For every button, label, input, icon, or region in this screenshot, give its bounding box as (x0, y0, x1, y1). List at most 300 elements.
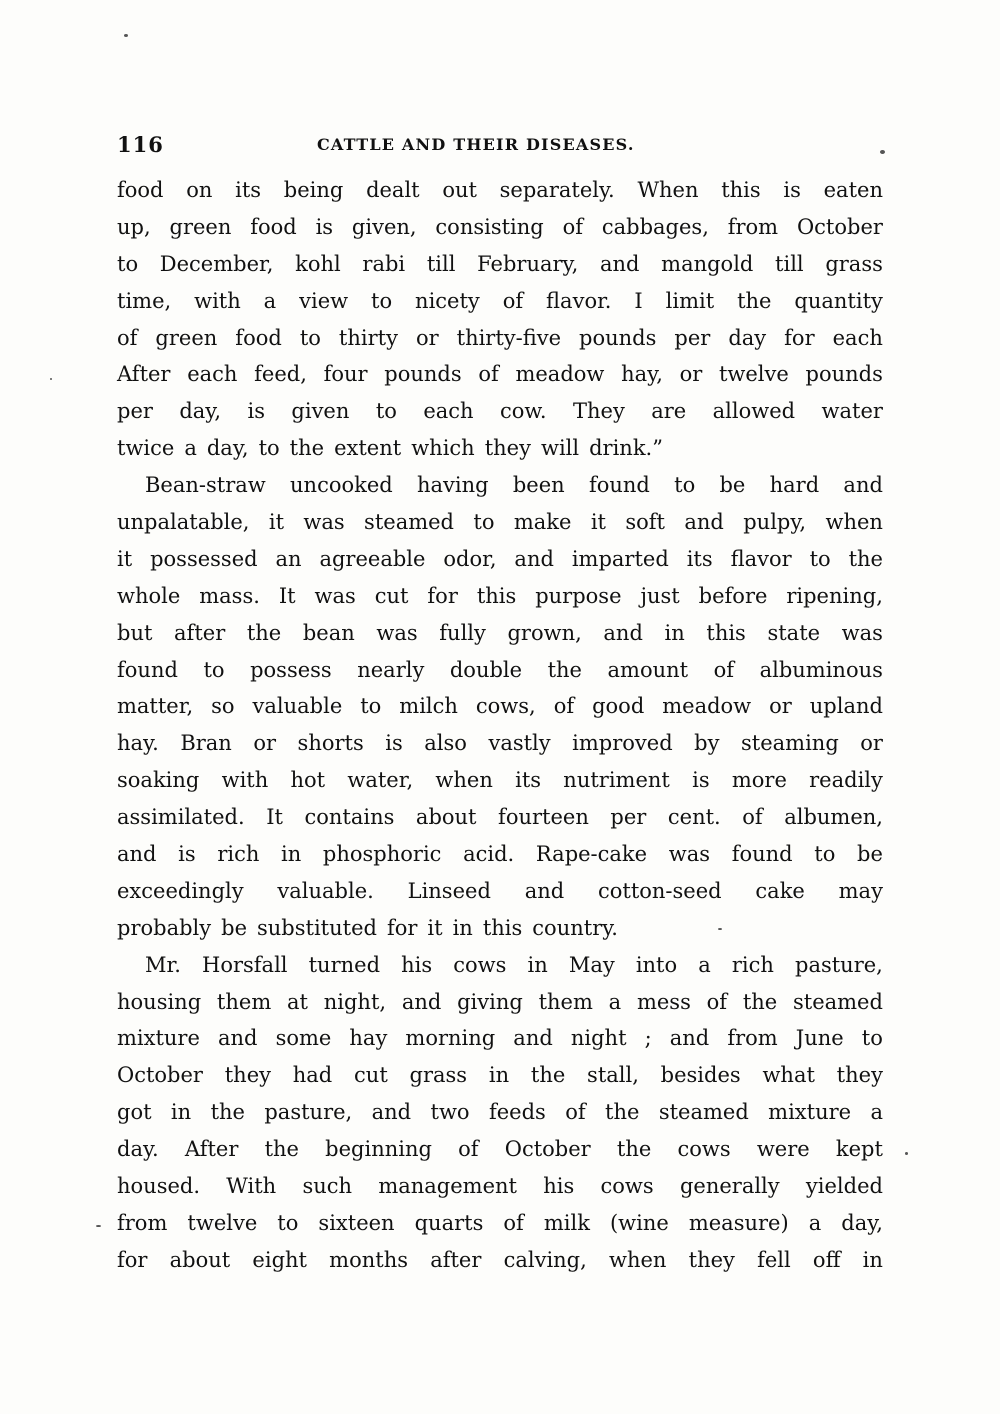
word: when (609, 1247, 667, 1272)
word: hay (349, 1026, 388, 1051)
word: and (669, 1026, 710, 1051)
text-line (117, 578, 883, 615)
word: of (713, 657, 735, 682)
word: such (302, 1174, 353, 1199)
word: to (809, 546, 831, 571)
word: and (843, 473, 883, 498)
word: per (117, 399, 153, 424)
word: It (266, 805, 283, 830)
word: October (117, 1063, 203, 1088)
word: thirty (338, 325, 398, 350)
word: are (651, 399, 687, 424)
word: limit (665, 288, 715, 313)
word: before (698, 583, 768, 608)
word: or (860, 731, 883, 756)
word: cows, (475, 694, 536, 719)
text-line (117, 393, 883, 430)
word: Linseed (407, 878, 491, 903)
word: mess (636, 989, 691, 1014)
word: hay, (621, 362, 663, 387)
word: mangold (661, 251, 754, 276)
word: and (217, 1026, 258, 1051)
word: be (221, 915, 247, 940)
word: it (427, 915, 443, 940)
text-line (117, 1168, 883, 1205)
word: and (401, 989, 442, 1014)
word: in (862, 1247, 883, 1272)
word: Rape-cake (535, 842, 648, 867)
word: till (775, 251, 804, 276)
word: the (616, 1137, 652, 1162)
word: was (841, 620, 883, 645)
word: cow. (499, 399, 547, 424)
word: to (674, 473, 696, 498)
word: months (329, 1247, 408, 1272)
word: also (424, 731, 467, 756)
word: to (299, 325, 321, 350)
word: for (386, 915, 418, 940)
word: to (473, 510, 495, 535)
word: twelve (718, 362, 789, 387)
word: time, (117, 288, 172, 313)
text-line (117, 1242, 883, 1279)
word: grass (825, 251, 883, 276)
word: to (371, 288, 393, 313)
word: was (314, 583, 356, 608)
word: fully (439, 620, 486, 645)
text-line (117, 652, 883, 689)
word: upland (809, 694, 883, 719)
word: the (530, 1063, 566, 1088)
word: off (812, 1247, 841, 1272)
word: assimilated. (117, 805, 245, 830)
word: cut (354, 1063, 388, 1088)
word: steamed (658, 1100, 749, 1125)
word: with (221, 768, 269, 793)
word: acid. (463, 842, 515, 867)
word: nicety (415, 288, 480, 313)
word: water (821, 399, 883, 424)
word: cent. (667, 805, 721, 830)
word: soaking (117, 768, 200, 793)
word: double (449, 657, 523, 682)
word: out (442, 178, 477, 202)
word: this (482, 915, 523, 940)
word: when (825, 510, 883, 535)
word: green (155, 325, 218, 350)
word: each (187, 362, 238, 387)
word: a (870, 1100, 883, 1125)
word: eight (252, 1247, 307, 1272)
word: morning (405, 1026, 496, 1051)
paragraph-first-line (117, 947, 883, 984)
body-text (117, 172, 883, 1279)
word: per (610, 805, 647, 830)
word: night, (323, 989, 387, 1014)
word: steaming (741, 731, 839, 756)
word: at (287, 989, 308, 1014)
word: exceedingly (117, 878, 244, 903)
word: the (210, 1100, 245, 1125)
word: the (605, 1100, 640, 1125)
word: turned (308, 952, 381, 977)
word: rabi (362, 251, 406, 276)
word: of (502, 288, 524, 313)
word: measure) (688, 1210, 789, 1235)
word: in (452, 915, 473, 940)
scan-speck (880, 150, 885, 154)
word: twice (117, 436, 175, 461)
text-line (117, 836, 883, 873)
word: When (637, 178, 699, 202)
word: readily (809, 768, 883, 793)
text-line (117, 688, 883, 725)
word: February, (477, 251, 579, 276)
word: night (570, 1026, 627, 1051)
word: October (504, 1137, 591, 1162)
word: state (767, 620, 821, 645)
word: them (538, 989, 593, 1014)
word: October (796, 214, 883, 239)
word: be (719, 473, 746, 498)
text-line (117, 873, 883, 910)
word: cut (374, 583, 409, 608)
word: mass. (199, 583, 260, 608)
text-line (117, 1131, 883, 1168)
word: cabbages, (601, 214, 709, 239)
word: May (568, 952, 615, 977)
word: housed. (117, 1174, 201, 1199)
word: eaten (823, 178, 883, 202)
word: substituted (257, 915, 377, 940)
word: with (194, 288, 241, 313)
word: Bean-straw (145, 473, 266, 498)
word: them (216, 989, 272, 1014)
word: green (169, 214, 232, 239)
word: of (742, 805, 763, 830)
word: housing (117, 989, 202, 1014)
scan-speck (905, 1152, 908, 1155)
scan-speck (50, 378, 52, 380)
word: cotton-seed (597, 878, 722, 903)
word: found (731, 842, 793, 867)
word: day. (117, 1137, 159, 1162)
word: be (857, 842, 883, 867)
text-line (117, 799, 883, 836)
word: pasture, (795, 952, 883, 977)
word: food (250, 214, 297, 239)
scan-speck (96, 1225, 101, 1227)
word: Horsfall (202, 952, 288, 977)
word: for (784, 325, 815, 350)
word: this (706, 620, 746, 645)
word: is (178, 842, 196, 867)
word: June (795, 1026, 844, 1051)
word: they (484, 436, 531, 461)
word: its (235, 178, 262, 202)
word: to (258, 436, 280, 461)
word: was (303, 510, 345, 535)
text-line (117, 910, 883, 947)
word: four (323, 362, 368, 387)
word: drink.” (589, 436, 663, 461)
word: will (540, 436, 580, 461)
word: improved (572, 731, 673, 756)
text-line (117, 984, 883, 1021)
word: may (838, 878, 883, 903)
word: its (515, 768, 542, 793)
word: having (416, 473, 489, 498)
word: is (385, 731, 403, 756)
word: to (117, 251, 139, 276)
word: of (503, 1210, 524, 1235)
word: hot (290, 768, 326, 793)
word: two (430, 1100, 470, 1125)
word: they (688, 1247, 735, 1272)
word: meadow (662, 694, 752, 719)
word: given, (351, 214, 417, 239)
word: each (832, 325, 883, 350)
word: Mr. (145, 952, 181, 977)
word: phosphoric (322, 842, 442, 867)
text-line (117, 246, 883, 283)
word: pounds (805, 362, 883, 387)
text-line (117, 762, 883, 799)
word: and (117, 842, 157, 867)
word: albuminous (759, 657, 883, 682)
word: good (592, 694, 645, 719)
word: It (278, 583, 296, 608)
word: albumen, (784, 805, 883, 830)
word: valuable (252, 694, 343, 719)
word: agreeable (319, 546, 426, 571)
word: December, (159, 251, 274, 276)
word: was (668, 842, 711, 867)
word: dealt (366, 178, 420, 202)
word: food (117, 178, 164, 202)
text-line (117, 320, 883, 357)
word: probably (117, 915, 212, 940)
word: more (731, 768, 787, 793)
word: day (728, 325, 767, 350)
word: mixture (768, 1100, 852, 1125)
word: its (686, 546, 713, 571)
word: nearly (357, 657, 425, 682)
word: a (608, 989, 622, 1014)
word: sixteen (318, 1210, 395, 1235)
word: on (186, 178, 213, 202)
word: it (268, 510, 285, 535)
word: about (415, 805, 477, 830)
word: to (375, 399, 397, 424)
word: so (211, 694, 235, 719)
word: fourteen (498, 805, 589, 830)
word: extent (334, 436, 402, 461)
text-line (117, 1205, 883, 1242)
word: bean (302, 620, 355, 645)
word: found (588, 473, 650, 498)
word: it (117, 546, 133, 571)
word: some (275, 1026, 332, 1051)
word: After (117, 362, 171, 387)
word: they (224, 1063, 271, 1088)
word: in (488, 1063, 510, 1088)
word: management (378, 1174, 517, 1199)
word: After (184, 1137, 239, 1162)
word: from (727, 1026, 778, 1051)
word: for (117, 1247, 148, 1272)
text-line (117, 283, 883, 320)
word: giving (457, 989, 523, 1014)
word: in (281, 842, 302, 867)
text-line (117, 356, 883, 393)
word: just (640, 583, 680, 608)
text-line (117, 1020, 883, 1057)
paragraph-first-line (117, 467, 883, 504)
word: steamed (792, 989, 883, 1014)
word: but (117, 620, 153, 645)
word: kohl (295, 251, 341, 276)
word: possess (250, 657, 332, 682)
word: flavor (730, 546, 792, 571)
word: cows (600, 1174, 654, 1199)
word: to (203, 657, 225, 682)
word: With (226, 1174, 277, 1199)
word: a (698, 952, 711, 977)
word: and (513, 1026, 553, 1051)
text-line (117, 1094, 883, 1131)
word: got (117, 1100, 152, 1125)
word: a (184, 436, 197, 461)
word: day, (841, 1210, 883, 1235)
word: pounds (384, 362, 462, 387)
word: pounds (579, 325, 657, 350)
word: from (117, 1210, 168, 1235)
word: unpalatable, (117, 510, 250, 535)
word: beginning (325, 1137, 432, 1162)
word: view (299, 288, 349, 313)
word: feeds (488, 1100, 546, 1125)
word: and (371, 1100, 412, 1125)
word: twelve (187, 1210, 258, 1235)
word: valuable. (277, 878, 374, 903)
word: kept (835, 1137, 883, 1162)
word: to (277, 1210, 299, 1235)
word: nutriment (563, 768, 670, 793)
word: meadow (515, 362, 605, 387)
word: possessed (150, 546, 258, 571)
page-number: 116 (117, 132, 164, 157)
word: being (283, 178, 344, 202)
word: which (411, 436, 475, 461)
word: after (174, 620, 226, 645)
word: or (415, 325, 439, 350)
word: rich (731, 952, 774, 977)
word: had (292, 1063, 333, 1088)
word: pulpy, (743, 510, 807, 535)
word: besides (660, 1063, 741, 1088)
word: of (565, 1100, 586, 1125)
scan-speck (718, 928, 722, 930)
word: or (769, 694, 792, 719)
word: of (117, 325, 138, 350)
word: in (527, 952, 548, 977)
word: quantity (794, 288, 883, 313)
word: stall, (587, 1063, 639, 1088)
word: odor, (443, 546, 497, 571)
word: hay. (117, 731, 159, 756)
word: Bran (180, 731, 232, 756)
word: in (664, 620, 685, 645)
word: is (247, 399, 265, 424)
word: this (721, 178, 761, 202)
word: purpose (535, 583, 622, 608)
scan-speck (124, 34, 128, 37)
word: to (814, 842, 836, 867)
word: into (635, 952, 678, 977)
word: soft (625, 510, 665, 535)
word: amount (607, 657, 689, 682)
word: ripening, (786, 583, 883, 608)
word: contains (304, 805, 395, 830)
text-line (117, 615, 883, 652)
word: or (253, 731, 277, 756)
word: day, (179, 399, 222, 424)
word: day, (206, 436, 249, 461)
word: from (727, 214, 779, 239)
word: cows (453, 952, 507, 977)
word: the (742, 989, 778, 1014)
word: milk (543, 1210, 590, 1235)
word: and (524, 878, 565, 903)
word: the (289, 436, 325, 461)
word: to (360, 694, 382, 719)
word: of (478, 362, 499, 387)
word: the (547, 657, 582, 682)
word: were (756, 1137, 810, 1162)
word: country. (532, 915, 618, 940)
word: a (263, 288, 277, 313)
word: found (117, 657, 178, 682)
word: they (836, 1063, 883, 1088)
word: steamed (364, 510, 454, 535)
word: and (684, 510, 724, 535)
word: to (861, 1026, 883, 1051)
word: thirty-five (456, 325, 562, 350)
word: his (543, 1174, 575, 1199)
word: and (603, 620, 643, 645)
page-header (117, 132, 887, 160)
word: consisting (435, 214, 544, 239)
word: matter, (117, 694, 194, 719)
word: or (679, 362, 703, 387)
word: is (315, 214, 334, 239)
word: feed, (254, 362, 307, 387)
word: water, (347, 768, 414, 793)
word: fell (757, 1247, 791, 1272)
word: flavor. (546, 288, 612, 313)
word: his (401, 952, 433, 977)
word: food (235, 325, 282, 350)
word: of (562, 214, 584, 239)
word: per (674, 325, 711, 350)
word: milch (399, 694, 458, 719)
word: it (590, 510, 606, 535)
word: I (634, 288, 643, 313)
word: this (476, 583, 517, 608)
word: of (553, 694, 575, 719)
word: make (513, 510, 572, 535)
